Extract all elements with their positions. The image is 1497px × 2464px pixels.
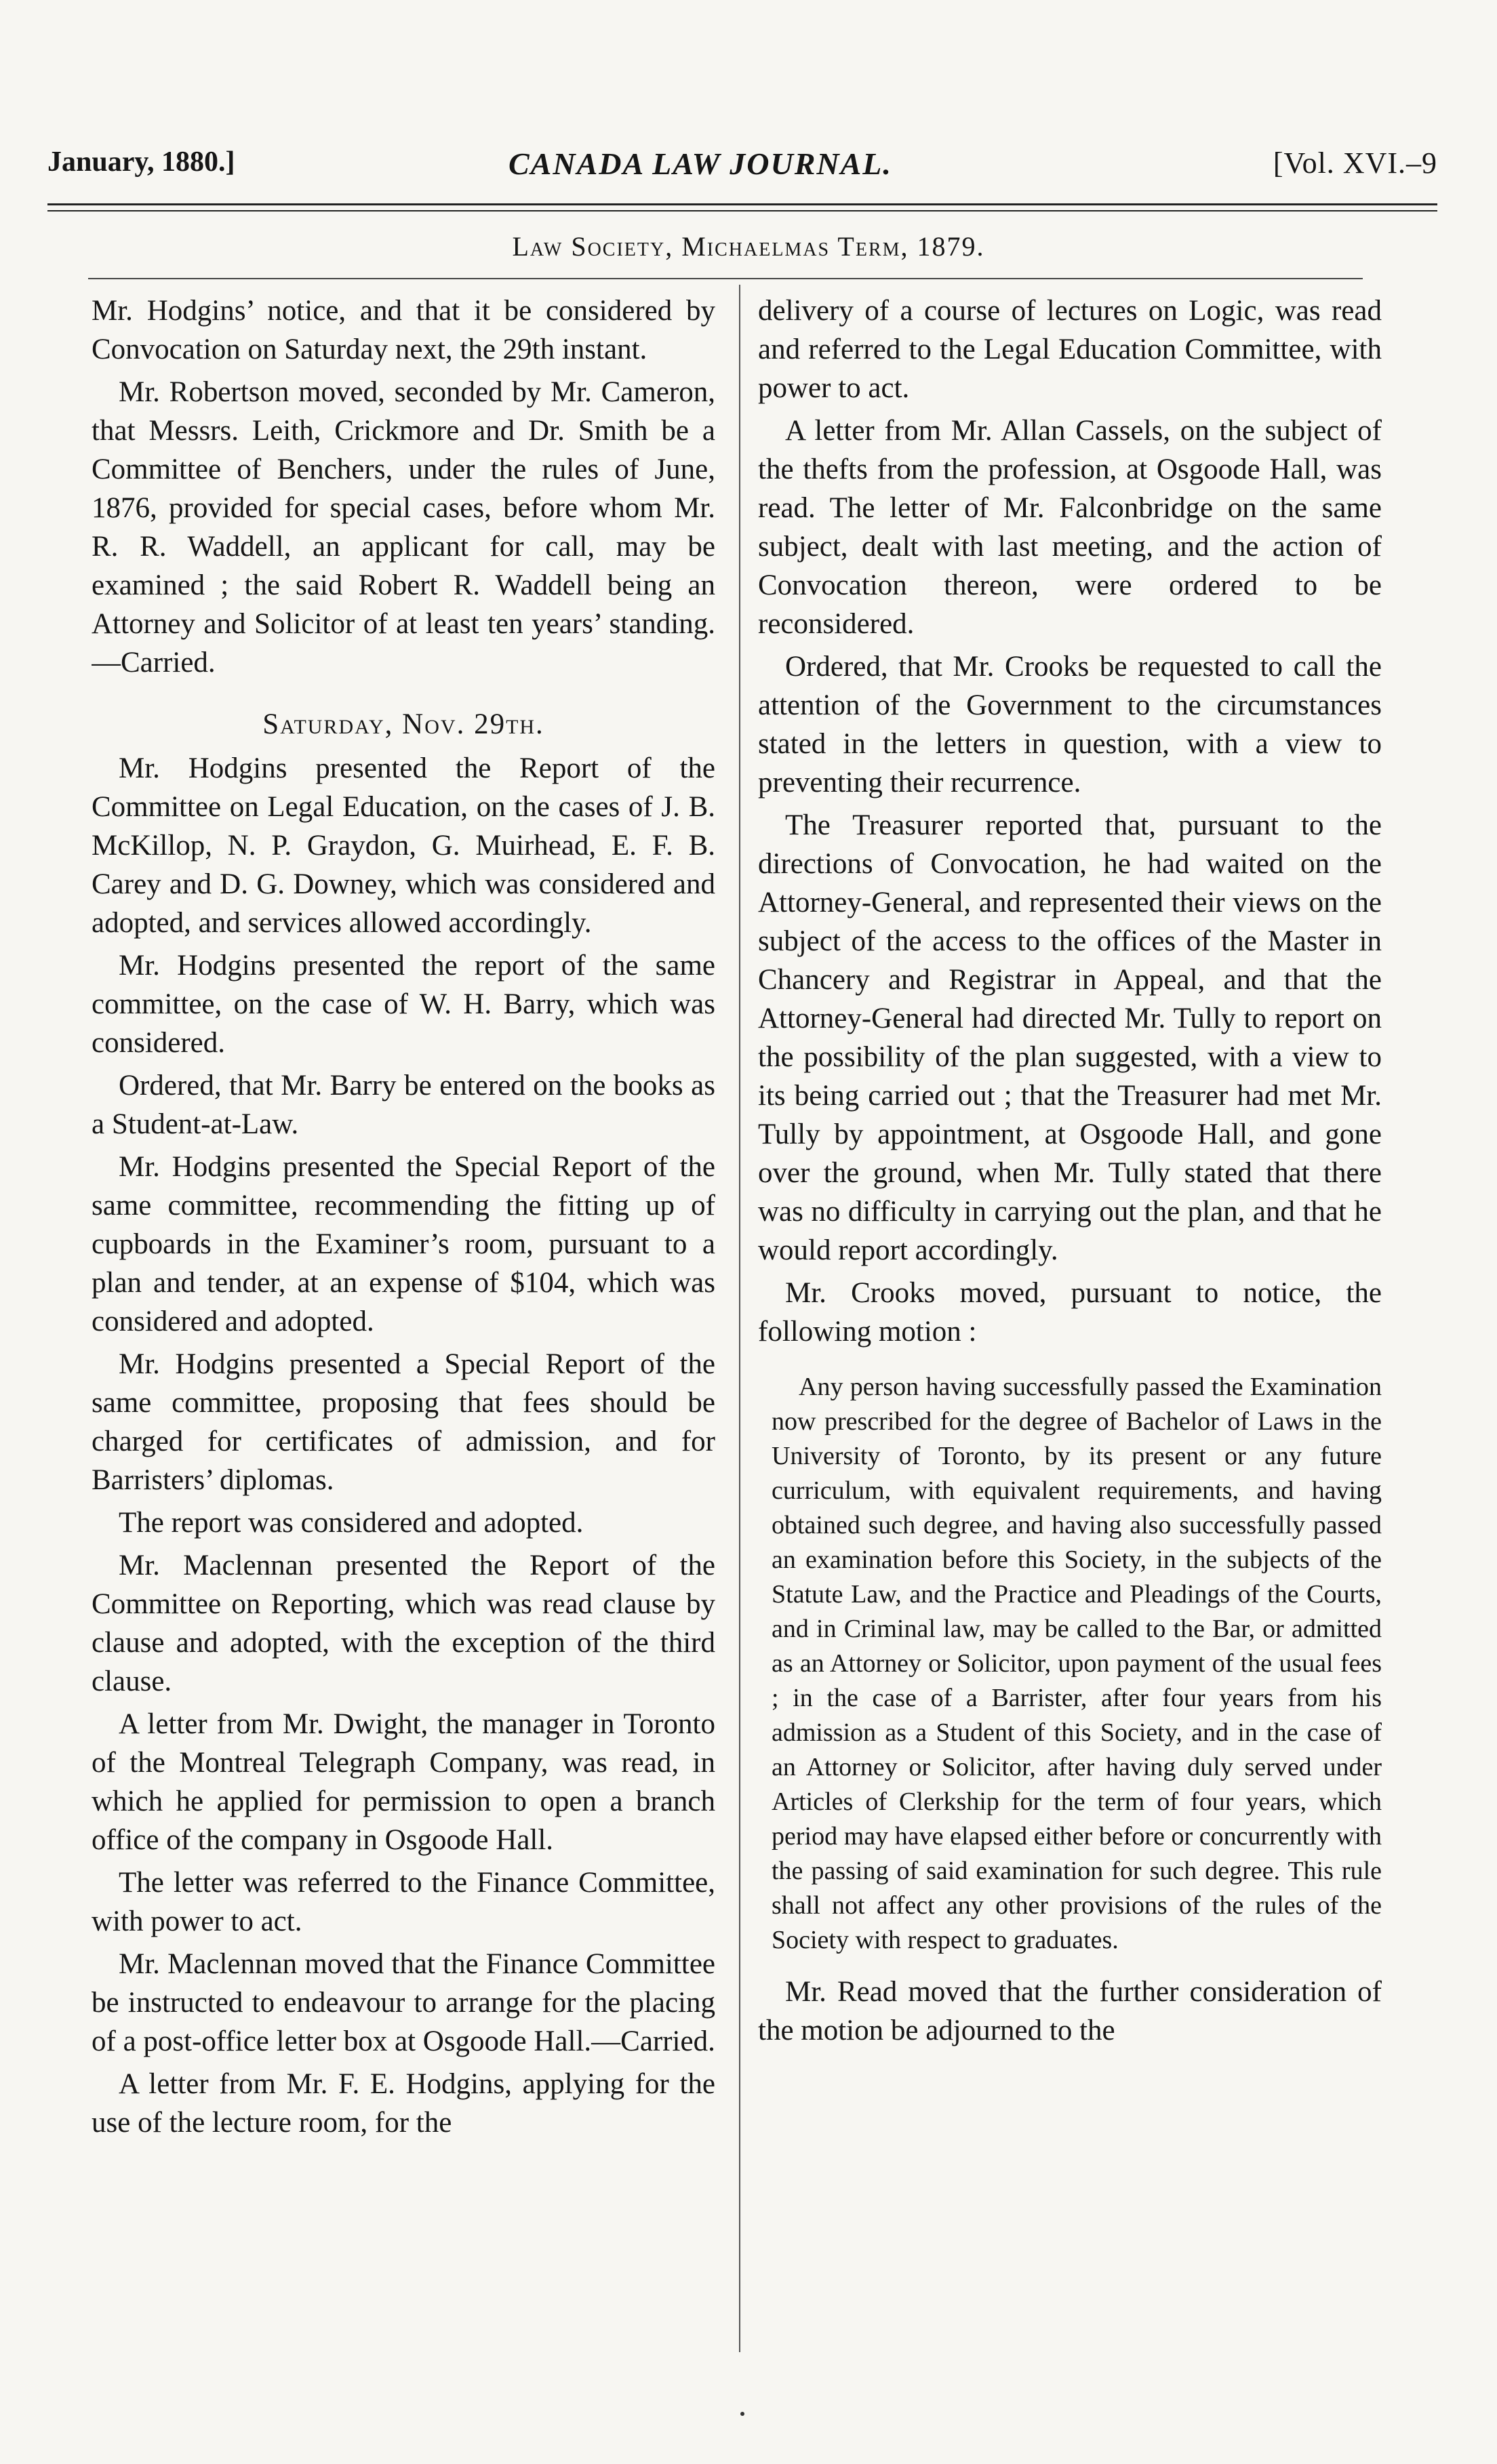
paragraph: Mr. Hodgins presented the report of the same committee, on the case of W. H. Barry, which was considered. xyxy=(92,950,715,1059)
paragraph: Ordered, that Mr. Crooks be requested to call the attention of the Government to the circumstances stated in the letters in question, with a view to preventing their recurrence. xyxy=(758,651,1382,799)
running-header xyxy=(47,146,1437,193)
left-column xyxy=(92,291,715,2352)
paragraph: Mr. Read moved that the further consideration of the motion be adjourned to the xyxy=(758,1976,1382,2046)
section-heading: Saturday, Nov. 29th. xyxy=(262,708,544,740)
paragraph: Mr. Hodgins presented the Special Report of the same committee, recommending the fitting up of cupboards in the Examiner’s room, pursuant to a plan and tender, at an expense of $104, which was considered and adopted. xyxy=(92,1151,715,1337)
subheader-rule xyxy=(88,278,1363,279)
header-rule-secondary xyxy=(47,210,1437,211)
motion-text: Any person having successfully passed the Examination now prescribed for the degree of Bachelor of Laws in the University of Toronto, by its present or any future curriculum, with equivalent requirements, and having obtained such degree, and having also successfully passed an examination before this Society, in the subjects of the Statute Law, and the Practice and Pleadings of the Courts, and in Criminal law, may be called to the Bar, or admitted as an Attorney or Solicitor, upon payment of the usual fees ; in the case of a Barrister, after four years from his admission as a Student of this Society, and in the case of an Attorney or Solicitor, after having duly served under Articles of Clerkship for the term of four years, which period may have elapsed either before or concurrently with the passing of said examination for such degree. This rule shall not affect any other provisions of the rules of the Society with respect to graduates. xyxy=(772,1373,1382,1954)
paragraph: Mr. Robertson moved, seconded by Mr. Cameron, that Messrs. Leith, Crickmore and Dr. Smith be a Committee of Benchers, under the rules of June, 1876, provided for special cases, before whom Mr. R. R. Waddell, an applicant for call, may be examined ; the said Robert R. Waddell being an Attorney and Solicitor of at least ten years’ standing.—Carried. xyxy=(92,376,715,679)
paragraph: Mr. Crooks moved, pursuant to notice, the following motion : xyxy=(758,1277,1382,1348)
paragraph: A letter from Mr. F. E. Hodgins, applying for the use of the lecture room, for the xyxy=(92,2068,715,2139)
paragraph: Mr. Maclennan presented the Report of the Committee on Reporting, which was read clause by clause and adopted, with the exception of the third clause. xyxy=(92,1550,715,1697)
section-subheader: Law Society, Michaelmas Term, 1879. xyxy=(512,231,985,262)
paragraph: A letter from Mr. Dwight, the manager in Toronto of the Montreal Telegraph Company, was read, in which he applied for permission to open a branch office of the company in Osgoode Hall. xyxy=(92,1708,715,1856)
paragraph: Mr. Hodgins’ notice, and that it be considered by Convocation on Saturday next, the 29th instant. xyxy=(92,295,715,365)
paragraph: Mr. Hodgins presented the Report of the Committee on Legal Education, on the cases of J. B. McKillop, N. P. Graydon, G. Muirhead, E. F. B. Carey and D. G. Downey, which was considered and adopted, and services allowed accordingly. xyxy=(92,752,715,939)
paragraph: Mr. Hodgins presented a Special Report of the same committee, proposing that fees should be charged for certificates of admission, and for Barristers’ diplomas. xyxy=(92,1348,715,1496)
paragraph: The Treasurer reported that, pursuant to the directions of Convocation, he had waited on the Attorney-General, and represented their views on the subject of the access to the offices of the Master in Chancery and Registrar in Appeal, and that the Attorney-General had directed Mr. Tully to report on the possibility of the plan suggested, with a view to its being carried out ; that the Treasurer had met Mr. Tully by appointment, at Osgoode Hall, and gone over the ground, when Mr. Tully stated that there was no difficulty in carrying out the plan, and that he would report accordingly. xyxy=(758,809,1382,1266)
issue-date: January, 1880.] xyxy=(47,146,235,178)
paragraph: The report was considered and adopted. xyxy=(119,1507,584,1539)
header-rule xyxy=(47,203,1437,205)
right-column xyxy=(758,291,1382,2352)
journal-title: CANADA LAW JOURNAL. xyxy=(508,146,892,181)
paragraph: Mr. Maclennan moved that the Finance Committee be instructed to endeavour to arrange for the placing of a post-office letter box at Osgoode Hall.—Carried. xyxy=(92,1948,715,2057)
paragraph: Ordered, that Mr. Barry be entered on the books as a Student-at-Law. xyxy=(92,1070,715,1140)
paragraph: A letter from Mr. Allan Cassels, on the subject of the thefts from the profession, at Osgoode Hall, was read. The letter of Mr. Falconbridge on the same subject, dealt with last meeting, and the action of Convocation thereon, were ordered to be reconsidered. xyxy=(758,415,1382,640)
paragraph: delivery of a course of lectures on Logic, was read and referred to the Legal Education Committee, with power to act. xyxy=(758,295,1382,404)
volume-page: [Vol. XVI.–9 xyxy=(1273,146,1437,180)
column-divider xyxy=(739,285,740,2352)
paragraph: The letter was referred to the Finance Committee, with power to act. xyxy=(92,1867,715,1937)
page-mark xyxy=(740,2412,744,2416)
